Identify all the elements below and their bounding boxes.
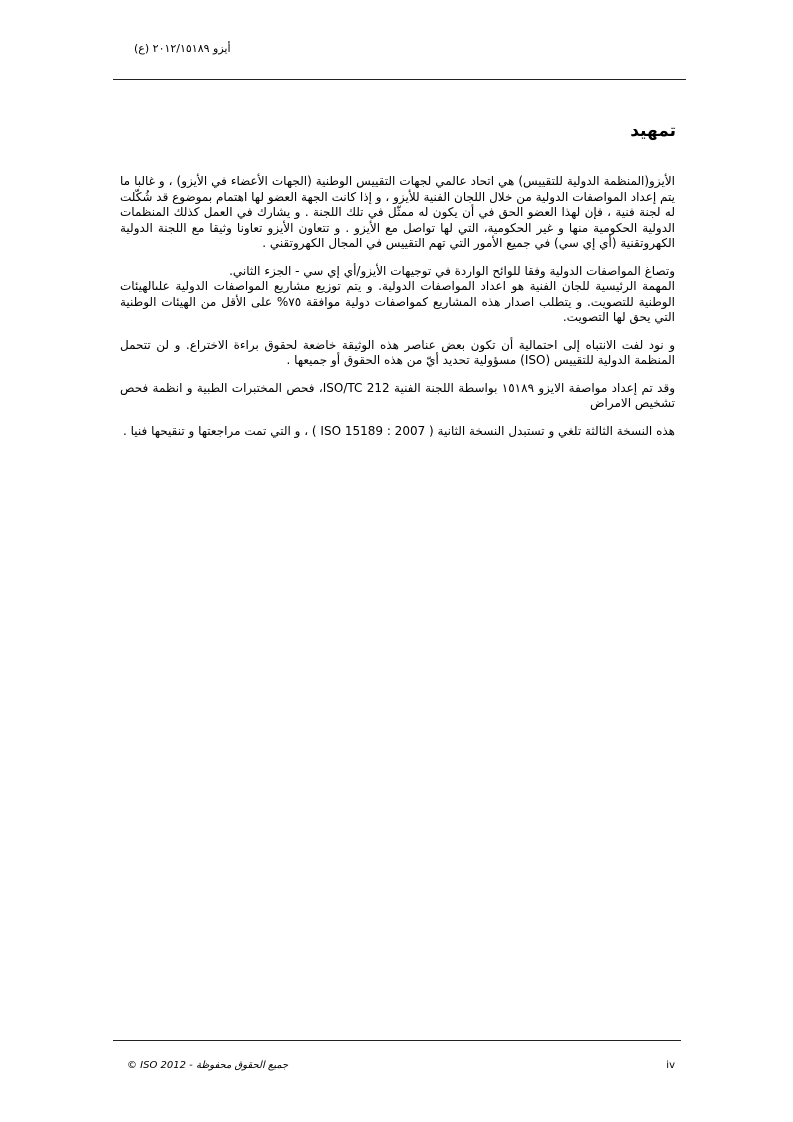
footer-divider — [113, 1040, 681, 1041]
page-title: تمهيد — [630, 121, 676, 141]
paragraph-technical-committees: المهمة الرئيسية للجان الفنية هو اعداد المواصفات الدولية. و يتم توزيع مشاريع المواصفات الدولية علىالهيئات الوطنية للتصويت. و يتطلب اصدار هذه المشاريع كمواصفات دولية موافقة ٧٥% على الأقل من الهيئات الوطنية التي يحق لها التصويت. — [120, 279, 675, 324]
header-standard-reference: أيزو ٢٠١٢/١٥١٨٩ (ع) — [134, 42, 231, 55]
header-divider — [113, 79, 686, 80]
paragraph-drafting-rules: وتصاغ المواصفات الدولية وفقا للوائح الواردة في توجيهات الأيزو/أي إي سي - الجزء الثاني. — [229, 263, 675, 278]
page-header — [113, 36, 686, 80]
paragraph-iso-introduction: الأيزو(المنظمة الدولية للتقييس) هي اتحاد عالمي لجهات التقييس الوطنية (الجهات الأعضاء في الأيزو) ، و غالبا ما يتم إعداد المواصفات الدولية من خلال اللجان الفنية للأيزو ، و إذا كانت الجهة العضو لها اهتمام بموضوع قد شُكّلت له لجنة فنية ، فإن لهذا العضو الحق في أن يكون له ممثّل في تلك اللجنة . و يشارك في العمل كذلك المنظمات الدولية الحكومية منها و غير الحكومية، التي لها تواصل مع الأيزو . و تتعاون الأيزو تعاونا وثيقا مع اللجنة الدولية الكهروتقنية (أي إي سي) في جميع الأمور التي تهم التقييس في المجال الكهروتقني . — [120, 174, 675, 250]
footer-copyright: © ISO 2012 - جميع الحقوق محفوظة — [127, 1060, 289, 1071]
page-number: iv — [666, 1060, 675, 1071]
foreword-body — [120, 174, 675, 451]
page-footer — [113, 1040, 681, 1080]
paragraph-edition-note: هذه النسخة الثالثة تلغي و تستبدل النسخة الثانية ( ISO 15189 : 2007 ) ، و التي تمت مراجعتها و تنقيحها فنيا . — [123, 423, 675, 438]
paragraph-patent-notice: و نود لفت الانتباه إلى احتمالية أن تكون بعض عناصر هذه الوثيقة خاضعة لحقوق براءة الاختراع. و لن تتحمل المنظمة الدولية للتقييس (ISO) مسؤولية تحديد أيّ من هذه الحقوق أو جميعها . — [120, 337, 675, 367]
paragraph-prepared-by: وقد تم إعداد مواصفة الايزو ١٥١٨٩ بواسطة اللجنة الفنية ISO/TC 212، فحص المختبرات الطبية و انظمة فحص تشخيص الامراض — [120, 380, 675, 410]
